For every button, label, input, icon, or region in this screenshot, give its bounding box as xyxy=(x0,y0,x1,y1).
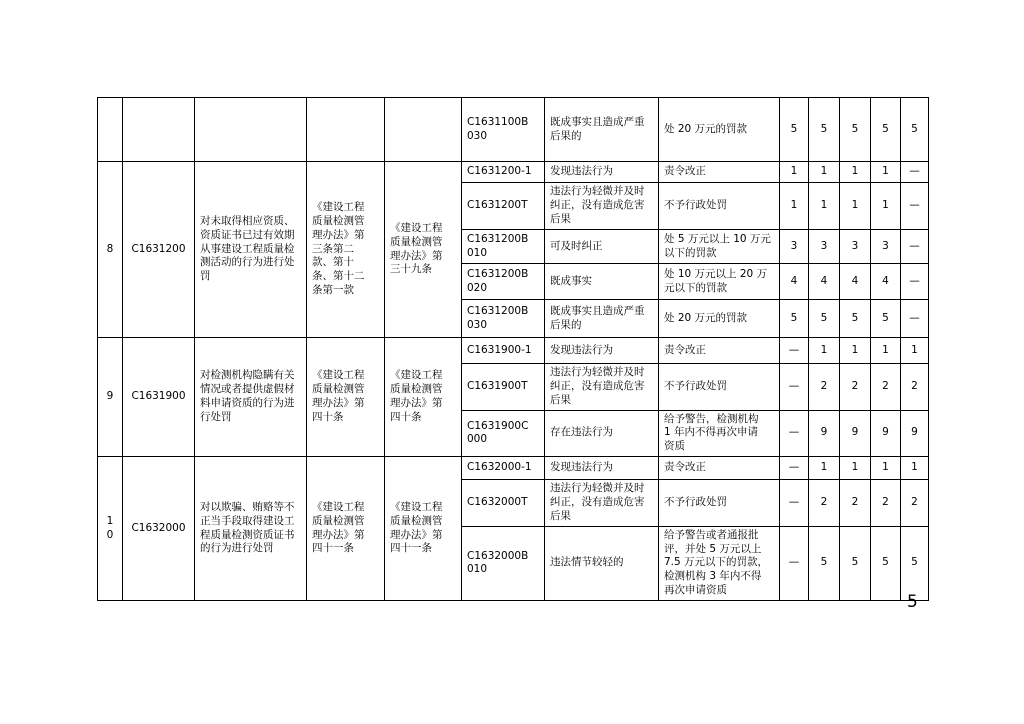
value-cell: — xyxy=(901,230,929,264)
item-code-cell: C1632000B 010 xyxy=(462,526,545,600)
item-code-cell: C1631200-1 xyxy=(462,162,545,183)
situation-cell: 可及时纠正 xyxy=(545,230,659,264)
value-cell: 1 xyxy=(901,338,929,364)
penalty-basis-cell xyxy=(385,98,462,162)
matter-cell: 对以欺骗、贿赂等不 正当手段取得建设工 程质量检测资质证书 的行为进行处罚 xyxy=(195,457,307,601)
code-cell: C1631200 xyxy=(123,162,195,338)
value-cell: 1 xyxy=(871,457,901,480)
value-cell: 4 xyxy=(780,264,809,300)
measure-cell: 处 5 万元以上 10 万元 以下的罚款 xyxy=(659,230,780,264)
value-cell: 2 xyxy=(871,364,901,411)
code-cell: C1632000 xyxy=(123,457,195,601)
measure-cell: 处 20 万元的罚款 xyxy=(659,98,780,162)
measure-cell: 处 20 万元的罚款 xyxy=(659,300,780,338)
value-cell: 3 xyxy=(840,230,871,264)
item-code-cell: C1631200T xyxy=(462,183,545,230)
seq-cell: 1 0 xyxy=(98,457,123,601)
value-cell: 1 xyxy=(780,162,809,183)
measure-cell: 责令改正 xyxy=(659,338,780,364)
situation-cell: 发现违法行为 xyxy=(545,338,659,364)
value-cell: 3 xyxy=(809,230,840,264)
basis-cell: 《建设工程 质量检测管 理办法》第 四十一条 xyxy=(307,457,385,601)
value-cell: 5 xyxy=(780,300,809,338)
value-cell: 3 xyxy=(871,230,901,264)
table-row xyxy=(98,457,929,480)
item-code-cell: C1631100B 030 xyxy=(462,98,545,162)
item-code-cell: C1631900-1 xyxy=(462,338,545,364)
value-cell: 1 xyxy=(871,162,901,183)
table-row xyxy=(98,162,929,183)
measure-cell: 处 10 万元以上 20 万 元以下的罚款 xyxy=(659,264,780,300)
value-cell: — xyxy=(780,526,809,600)
value-cell: 5 xyxy=(840,300,871,338)
situation-cell: 存在违法行为 xyxy=(545,410,659,457)
value-cell: 9 xyxy=(809,410,840,457)
value-cell: 1 xyxy=(809,162,840,183)
value-cell: 5 xyxy=(840,98,871,162)
table-row xyxy=(98,338,929,364)
item-code-cell: C1631200B 010 xyxy=(462,230,545,264)
value-cell: 5 xyxy=(871,526,901,600)
value-cell: 2 xyxy=(901,480,929,527)
seq-cell: 9 xyxy=(98,338,123,457)
value-cell: 1 xyxy=(809,183,840,230)
measure-cell: 不予行政处罚 xyxy=(659,364,780,411)
measure-cell: 责令改正 xyxy=(659,457,780,480)
table-row xyxy=(98,98,929,162)
item-code-cell: C1632000T xyxy=(462,480,545,527)
penalty-table xyxy=(97,97,929,601)
value-cell: 5 xyxy=(809,98,840,162)
value-cell: 1 xyxy=(809,338,840,364)
penalty-basis-cell: 《建设工程 质量检测管 理办法》第 四十条 xyxy=(385,338,462,457)
value-cell: 1 xyxy=(901,457,929,480)
value-cell: 5 xyxy=(809,526,840,600)
value-cell: 2 xyxy=(901,364,929,411)
value-cell: 1 xyxy=(780,183,809,230)
value-cell: 5 xyxy=(871,300,901,338)
value-cell: 4 xyxy=(809,264,840,300)
situation-cell: 发现违法行为 xyxy=(545,457,659,480)
value-cell: 2 xyxy=(840,480,871,527)
penalty-basis-cell: 《建设工程 质量检测管 理办法》第 三十九条 xyxy=(385,162,462,338)
item-code-cell: C1632000-1 xyxy=(462,457,545,480)
measure-cell: 不予行政处罚 xyxy=(659,183,780,230)
seq-cell: 8 xyxy=(98,162,123,338)
situation-cell: 既成事实且造成严重 后果的 xyxy=(545,98,659,162)
item-code-cell: C1631200B 020 xyxy=(462,264,545,300)
value-cell: 2 xyxy=(809,364,840,411)
item-code-cell: C1631900T xyxy=(462,364,545,411)
value-cell: 1 xyxy=(871,338,901,364)
measure-cell: 不予行政处罚 xyxy=(659,480,780,527)
situation-cell: 违法情节较轻的 xyxy=(545,526,659,600)
value-cell: 9 xyxy=(901,410,929,457)
value-cell: — xyxy=(780,410,809,457)
measure-cell: 给予警告或者通报批 评，并处 5 万元以上 7.5 万元以下的罚款， 检测机构 3 年内不得 再次申请资质 xyxy=(659,526,780,600)
situation-cell: 违法行为轻微并及时 纠正，没有造成危害 后果 xyxy=(545,364,659,411)
value-cell: 5 xyxy=(780,98,809,162)
value-cell: — xyxy=(780,338,809,364)
value-cell: 4 xyxy=(871,264,901,300)
basis-cell: 《建设工程 质量检测管 理办法》第 三条第二 款、第十 条、第十二 条第一款 xyxy=(307,162,385,338)
value-cell: 1 xyxy=(840,338,871,364)
value-cell: 1 xyxy=(871,183,901,230)
item-code-cell: C1631900C 000 xyxy=(462,410,545,457)
value-cell: 1 xyxy=(809,457,840,480)
situation-cell: 违法行为轻微并及时 纠正，没有造成危害 后果 xyxy=(545,480,659,527)
value-cell: 2 xyxy=(840,364,871,411)
situation-cell: 既成事实且造成严重 后果的 xyxy=(545,300,659,338)
value-cell: 9 xyxy=(840,410,871,457)
value-cell: 2 xyxy=(871,480,901,527)
value-cell: — xyxy=(901,300,929,338)
measure-cell: 给予警告，检测机构 1 年内不得再次申请 资质 xyxy=(659,410,780,457)
page-number: 5 xyxy=(907,592,918,612)
value-cell: 5 xyxy=(871,98,901,162)
situation-cell: 发现违法行为 xyxy=(545,162,659,183)
value-cell: 3 xyxy=(780,230,809,264)
value-cell: — xyxy=(901,183,929,230)
basis-cell xyxy=(307,98,385,162)
value-cell: 1 xyxy=(840,457,871,480)
situation-cell: 违法行为轻微并及时 纠正，没有造成危害 后果 xyxy=(545,183,659,230)
value-cell: 5 xyxy=(901,98,929,162)
value-cell: — xyxy=(780,480,809,527)
value-cell: — xyxy=(901,264,929,300)
situation-cell: 既成事实 xyxy=(545,264,659,300)
value-cell: — xyxy=(780,457,809,480)
matter-cell xyxy=(195,98,307,162)
value-cell: 9 xyxy=(871,410,901,457)
value-cell: 1 xyxy=(840,183,871,230)
value-cell: 1 xyxy=(840,162,871,183)
value-cell: — xyxy=(901,162,929,183)
basis-cell: 《建设工程 质量检测管 理办法》第 四十条 xyxy=(307,338,385,457)
measure-cell: 责令改正 xyxy=(659,162,780,183)
item-code-cell: C1631200B 030 xyxy=(462,300,545,338)
value-cell: — xyxy=(780,364,809,411)
matter-cell: 对未取得相应资质、 资质证书已过有效期 从事建设工程质量检 测活动的行为进行处 罚 xyxy=(195,162,307,338)
code-cell xyxy=(123,98,195,162)
penalty-basis-cell: 《建设工程 质量检测管 理办法》第 四十一条 xyxy=(385,457,462,601)
value-cell: 4 xyxy=(840,264,871,300)
value-cell: 5 xyxy=(809,300,840,338)
value-cell: 5 xyxy=(840,526,871,600)
matter-cell: 对检测机构隐瞒有关 情况或者提供虚假材 料申请资质的行为进 行处罚 xyxy=(195,338,307,457)
code-cell: C1631900 xyxy=(123,338,195,457)
value-cell: 2 xyxy=(809,480,840,527)
value-cell: 5 xyxy=(901,526,929,600)
seq-cell xyxy=(98,98,123,162)
